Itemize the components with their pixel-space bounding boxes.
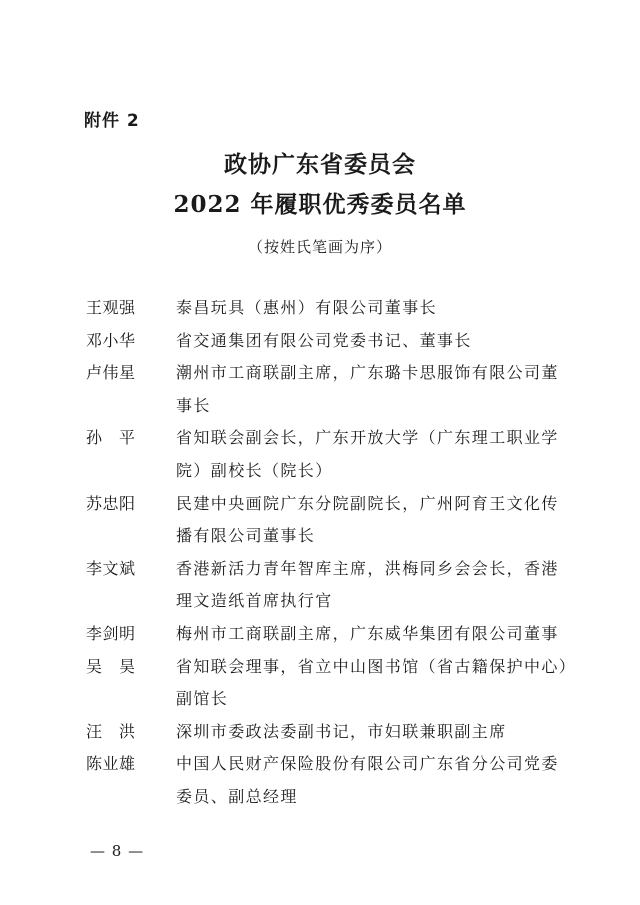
list-item (86, 422, 570, 487)
page-number: — 8 — (90, 842, 145, 860)
member-name: 汪 洪 (86, 721, 136, 741)
member-list (86, 292, 570, 814)
list-item (86, 325, 570, 358)
list-item (86, 488, 570, 553)
order-note: （按姓氏笔画为序） (247, 238, 392, 256)
member-name: 李文斌 (86, 558, 136, 578)
list-item (86, 292, 570, 325)
list-item (86, 651, 570, 716)
member-name: 苏忠阳 (86, 493, 136, 513)
list-item (86, 748, 570, 813)
member-description: 省交通集团有限公司党委书记、董事长 (176, 330, 472, 350)
list-item (86, 553, 570, 618)
list-item (86, 716, 570, 749)
member-description: 香港新活力青年智库主席，洪梅同乡会会长，香港理文造纸首席执行官 (176, 558, 559, 611)
page-subtitle: 2022 年履职优秀委员名单 (173, 191, 467, 218)
member-description: 泰昌玩具（惠州）有限公司董事长 (176, 298, 438, 317)
member-name: 孙 平 (86, 428, 136, 448)
member-description: 深圳市委政法委副书记，市妇联兼职副主席 (176, 721, 507, 741)
member-description: 省知联会理事，省立中山图书馆（省古籍保护中心）副馆长 (176, 656, 569, 709)
member-description: 中国人民财产保险股份有限公司广东省分公司党委委员、副总经理 (176, 754, 559, 806)
member-name: 邓小华 (86, 330, 136, 350)
member-name: 李剑明 (86, 623, 136, 643)
member-description: 潮州市工商联副主席，广东璐卡思服饰有限公司董事长 (176, 363, 559, 415)
list-item (86, 357, 570, 422)
list-item (86, 618, 570, 651)
member-description: 梅州市工商联副主席，广东威华集团有限公司董事 (176, 623, 559, 643)
member-name: 陈业雄 (86, 754, 136, 774)
page-title: 政协广东省委员会 (224, 151, 416, 178)
attachment-label: 附件 2 (84, 111, 140, 131)
member-name: 卢伟星 (86, 363, 136, 383)
member-description: 民建中央画院广东分院副院长，广州阿育王文化传播有限公司董事长 (176, 493, 559, 546)
member-name: 吴 昊 (86, 656, 136, 676)
member-description: 省知联会副会长，广东开放大学（广东理工职业学院）副校长（院长） (176, 428, 559, 480)
member-name: 王观强 (86, 298, 136, 317)
